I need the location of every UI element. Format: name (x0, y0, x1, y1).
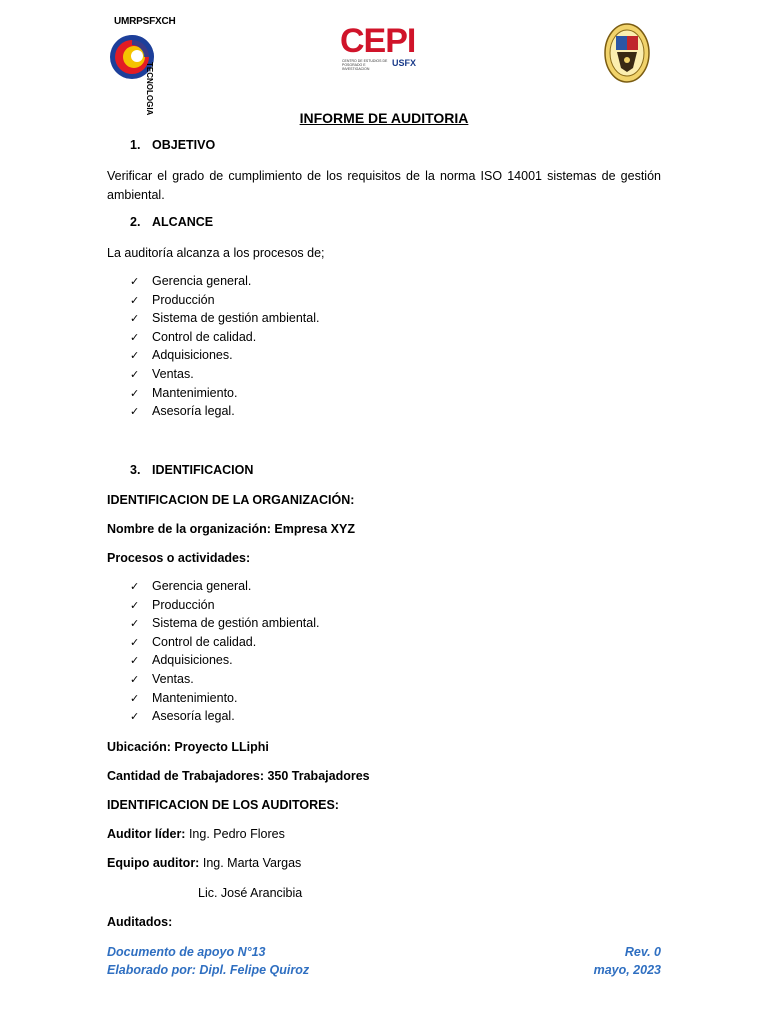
alcance-intro: La auditoría alcanza a los procesos de; (107, 246, 325, 260)
objetivo-paragraph: Verificar el grado de cumplimiento de los requisitos de la norma ISO 14001 sistemas de gestión ambiental. (107, 169, 661, 202)
list-item: ✓ Adquisiciones. (130, 651, 319, 670)
footer-right (594, 943, 661, 979)
organizacion-process-list (130, 577, 319, 726)
section-alcance-heading (130, 215, 213, 229)
procesos-label: Procesos o actividades: (107, 551, 251, 565)
organizacion-nombre: Nombre de la organización: Empresa XYZ (107, 522, 355, 536)
list-item: ✓ Gerencia general. (130, 577, 319, 596)
footer-document-line: Documento de apoyo N°13 (107, 945, 266, 959)
check-icon: ✓ (130, 406, 140, 419)
logo-left-top-text: UMRPSFXCH (114, 16, 176, 27)
check-icon: ✓ (130, 711, 140, 724)
footer-author-line: Elaborado por: Dipl. Felipe Quiroz (107, 963, 310, 977)
umrpsfxch-tecnologia-logo (108, 14, 178, 116)
footer-revision-line: Rev. 0 (624, 945, 661, 959)
footer-date-line: mayo, 2023 (593, 963, 661, 977)
auditor-lider-line: Auditor líder: Ing. Pedro Flores (107, 827, 285, 841)
alcance-process-list (130, 272, 319, 421)
list-item: ✓ Control de calidad. (130, 328, 319, 347)
check-icon: ✓ (130, 599, 140, 612)
list-item: ✓ Ventas. (130, 365, 319, 384)
cepi-brand-text: CEPI (340, 22, 416, 60)
check-icon: ✓ (130, 368, 140, 381)
check-icon: ✓ (130, 636, 140, 649)
check-icon: ✓ (130, 618, 140, 631)
trabajadores-line: Cantidad de Trabajadores: 350 Trabajadores (107, 769, 370, 783)
list-item: ✓ Mantenimiento. (130, 384, 319, 403)
list-item: ✓ Gerencia general. (130, 272, 319, 291)
list-item: ✓ Sistema de gestión ambiental. (130, 309, 319, 328)
list-item: ✓ Asesoría legal. (130, 402, 319, 421)
check-icon: ✓ (130, 581, 140, 593)
section-identificacion-heading (130, 463, 253, 477)
check-icon: ✓ (130, 294, 140, 307)
list-item: ✓ Adquisiciones. (130, 346, 319, 365)
check-icon: ✓ (130, 655, 140, 668)
list-item: ✓ Ventas. (130, 670, 319, 689)
cepi-usfx-logo (340, 24, 424, 74)
equipo-auditor-second-member: Lic. José Arancibia (198, 886, 303, 900)
footer-left (107, 943, 309, 979)
check-icon: ✓ (130, 387, 140, 400)
ubicacion-line: Ubicación: Proyecto LLiphi (107, 740, 269, 754)
auditados-label: Auditados: (107, 915, 173, 929)
list-item: ✓ Producción (130, 596, 319, 615)
check-icon: ✓ (130, 692, 140, 705)
section-number: 2. (130, 215, 141, 229)
organizacion-heading: IDENTIFICACION DE LA ORGANIZACIÓN: (107, 493, 355, 507)
section-number: 1. (130, 138, 141, 152)
section-number: 3. (130, 463, 141, 477)
check-icon: ✓ (130, 313, 140, 326)
check-icon: ✓ (130, 276, 140, 288)
equipo-auditor-line: Equipo auditor: Ing. Marta Vargas (107, 856, 302, 870)
university-seal-icon (603, 22, 651, 84)
list-item: ✓ Sistema de gestión ambiental. (130, 614, 319, 633)
cepi-subtitle-text: CENTRO DE ESTUDIOS DE POSGRADO E INVESTIGACION (342, 59, 388, 71)
usfx-text: USFX (392, 58, 417, 68)
section-title: OBJETIVO (152, 138, 216, 152)
document-title: INFORME DE AUDITORIA (299, 110, 469, 126)
check-icon: ✓ (130, 331, 140, 344)
list-item: ✓ Control de calidad. (130, 633, 319, 652)
section-title: ALCANCE (152, 215, 214, 229)
check-icon: ✓ (130, 350, 140, 363)
auditores-heading: IDENTIFICACION DE LOS AUDITORES: (107, 798, 339, 812)
logo-left-side-text: TECNOLOGIA (145, 62, 154, 116)
list-item: ✓ Mantenimiento. (130, 689, 319, 708)
section-objetivo-heading (130, 138, 215, 152)
list-item: ✓ Asesoría legal. (130, 707, 319, 726)
section-title: IDENTIFICACION (152, 463, 254, 477)
list-item: ✓ Producción (130, 291, 319, 310)
check-icon: ✓ (130, 673, 140, 686)
